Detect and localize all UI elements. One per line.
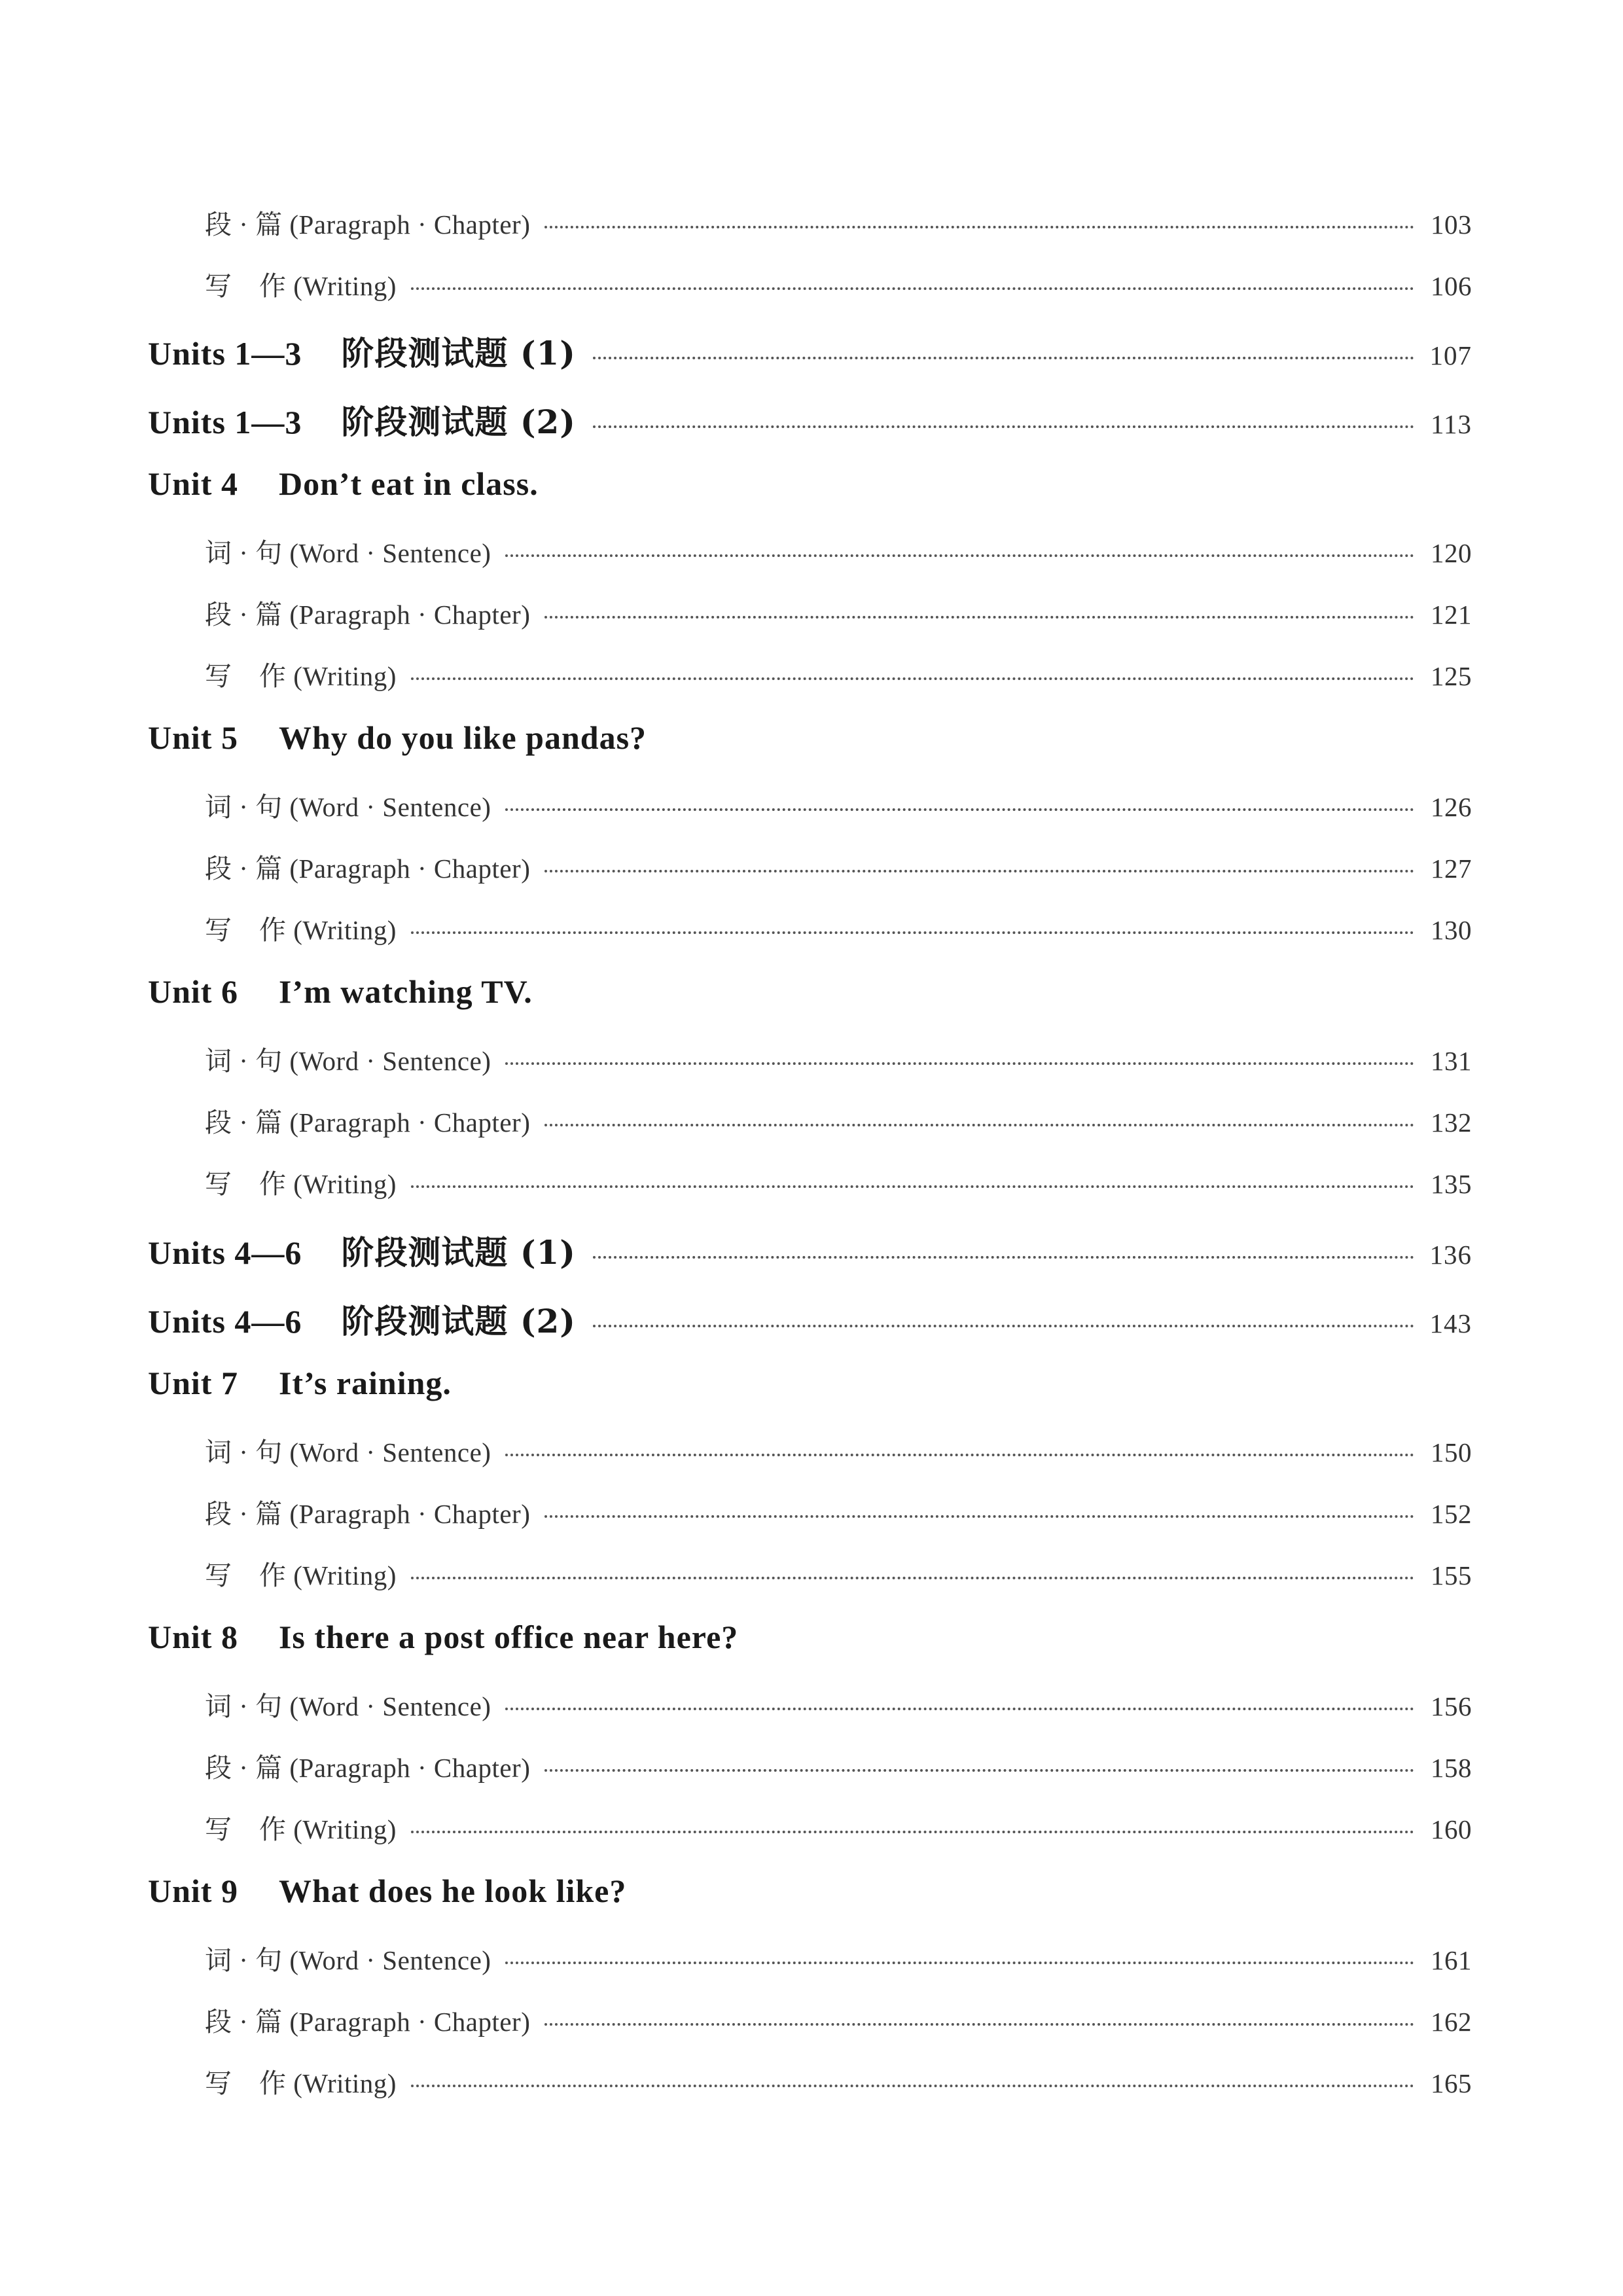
toc-entry-writing[interactable] — [205, 1554, 1472, 1592]
entry-label: 阶段测试题 (1) — [341, 1233, 576, 1272]
toc-entry-paragraph-chapter[interactable] — [205, 2000, 1472, 2039]
entry-label: 阶段测试题 (2) — [341, 1302, 576, 1340]
dot-leader — [505, 1454, 1414, 1456]
dot-leader — [411, 677, 1414, 680]
entry-label: 写 作 (Writing) — [205, 1814, 397, 1844]
page-number: 113 — [1431, 409, 1472, 439]
page-number: 120 — [1431, 538, 1472, 568]
page-number: 165 — [1431, 2068, 1472, 2098]
dot-leader — [593, 425, 1414, 428]
dot-leader — [505, 808, 1414, 811]
toc-entry-word-sentence[interactable] — [205, 1039, 1472, 1078]
dot-leader — [593, 357, 1414, 359]
toc-entry-paragraph-chapter[interactable] — [205, 203, 1472, 242]
toc-entry-stage-test[interactable] — [148, 396, 1472, 443]
entry-label: 段 · 篇 (Paragraph · Chapter) — [205, 1107, 531, 1138]
unit-title: What does he look like? — [278, 1873, 627, 1909]
unit-number: Unit 4 — [148, 465, 238, 502]
toc-entry-paragraph-chapter[interactable] — [205, 593, 1472, 632]
dot-leader — [411, 1831, 1414, 1833]
page-number: 130 — [1431, 915, 1472, 945]
entry-label: 写 作 (Writing) — [205, 1169, 397, 1199]
dot-leader — [544, 870, 1414, 872]
dot-leader — [593, 1325, 1414, 1327]
toc-entry-word-sentence[interactable] — [205, 1939, 1472, 1977]
entry-label: 写 作 (Writing) — [205, 915, 397, 945]
entry-label: 段 · 篇 (Paragraph · Chapter) — [205, 600, 531, 630]
unit-heading — [148, 719, 1472, 757]
toc-entry-paragraph-chapter[interactable] — [205, 1492, 1472, 1531]
page-number: 155 — [1431, 1560, 1472, 1590]
unit-title: It’s raining. — [278, 1365, 452, 1401]
dot-leader — [544, 226, 1414, 228]
toc-entry-writing[interactable] — [205, 655, 1472, 693]
toc-entry-writing[interactable] — [205, 2062, 1472, 2100]
unit-title: Don’t eat in class. — [278, 465, 539, 502]
toc-entry-paragraph-chapter[interactable] — [205, 1746, 1472, 1785]
unit-title: Is there a post office near here? — [278, 1619, 739, 1655]
page-number: 156 — [1431, 1691, 1472, 1721]
dot-leader — [505, 554, 1414, 557]
dot-leader — [593, 1256, 1414, 1259]
page-number: 158 — [1431, 1753, 1472, 1783]
entry-label: 阶段测试题 (1) — [341, 334, 576, 372]
page-number: 143 — [1429, 1308, 1472, 1338]
toc-entry-writing[interactable] — [205, 1162, 1472, 1201]
page-number: 126 — [1431, 792, 1472, 822]
page-number: 160 — [1431, 1814, 1472, 1844]
unit-number: Unit 5 — [148, 719, 238, 756]
toc-entry-stage-test[interactable] — [148, 1295, 1472, 1342]
toc-entry-word-sentence[interactable] — [205, 1685, 1472, 1723]
entry-label: 写 作 (Writing) — [205, 271, 397, 301]
page-number: 127 — [1431, 853, 1472, 884]
toc-entry-stage-test[interactable] — [148, 1227, 1472, 1274]
toc-entry-word-sentence[interactable] — [205, 531, 1472, 570]
unit-title: I’m watching TV. — [278, 973, 533, 1010]
unit-heading — [148, 1618, 1472, 1656]
page-number: 135 — [1431, 1169, 1472, 1199]
unit-title: Why do you like pandas? — [278, 719, 647, 756]
toc-entry-word-sentence[interactable] — [205, 785, 1472, 824]
entry-label: 写 作 (Writing) — [205, 661, 397, 691]
page-number: 136 — [1429, 1240, 1472, 1270]
entry-units: Units 1—3 — [148, 335, 302, 372]
unit-heading — [148, 1364, 1472, 1402]
entry-label: 段 · 篇 (Paragraph · Chapter) — [205, 2007, 531, 2037]
toc-entry-word-sentence[interactable] — [205, 1431, 1472, 1469]
entry-label: 词 · 句 (Word · Sentence) — [205, 1945, 491, 1975]
entry-units: Units 4—6 — [148, 1303, 302, 1340]
entry-label: 写 作 (Writing) — [205, 1560, 397, 1590]
dot-leader — [544, 1124, 1414, 1126]
page-number: 152 — [1431, 1499, 1472, 1529]
dot-leader — [411, 1185, 1414, 1188]
dot-leader — [411, 287, 1414, 290]
entry-label: 段 · 篇 (Paragraph · Chapter) — [205, 1499, 531, 1529]
page-number: 103 — [1431, 209, 1472, 240]
toc-entry-stage-test[interactable] — [148, 327, 1472, 374]
dot-leader — [544, 1515, 1414, 1518]
entry-label: 词 · 句 (Word · Sentence) — [205, 1046, 491, 1076]
entry-units: Units 1—3 — [148, 404, 302, 440]
unit-number: Unit 6 — [148, 973, 238, 1010]
toc-entry-paragraph-chapter[interactable] — [205, 1101, 1472, 1139]
dot-leader — [544, 2023, 1414, 2026]
unit-number: Unit 7 — [148, 1365, 238, 1401]
dot-leader — [411, 1577, 1414, 1579]
page-number: 106 — [1431, 271, 1472, 301]
dot-leader — [505, 1962, 1414, 1964]
entry-label: 段 · 篇 (Paragraph · Chapter) — [205, 1753, 531, 1783]
unit-heading — [148, 465, 1472, 503]
page-number: 162 — [1431, 2007, 1472, 2037]
page-number: 150 — [1431, 1437, 1472, 1467]
dot-leader — [411, 931, 1414, 934]
page-number: 131 — [1431, 1046, 1472, 1076]
dot-leader — [505, 1062, 1414, 1065]
toc-entry-writing[interactable] — [205, 1808, 1472, 1846]
dot-leader — [544, 1769, 1414, 1772]
entry-label: 段 · 篇 (Paragraph · Chapter) — [205, 853, 531, 884]
unit-number: Unit 9 — [148, 1873, 238, 1909]
dot-leader — [411, 2085, 1414, 2087]
entry-label: 阶段测试题 (2) — [341, 403, 576, 441]
entry-label: 写 作 (Writing) — [205, 2068, 397, 2098]
entry-label: 段 · 篇 (Paragraph · Chapter) — [205, 209, 531, 240]
unit-heading — [148, 1872, 1472, 1910]
entry-label: 词 · 句 (Word · Sentence) — [205, 1691, 491, 1721]
toc-entry-writing[interactable] — [205, 908, 1472, 947]
entry-label: 词 · 句 (Word · Sentence) — [205, 792, 491, 822]
dot-leader — [505, 1708, 1414, 1710]
entry-label: 词 · 句 (Word · Sentence) — [205, 538, 491, 568]
page-number: 121 — [1431, 600, 1472, 630]
page-number: 125 — [1431, 661, 1472, 691]
unit-number: Unit 8 — [148, 1619, 238, 1655]
entry-units: Units 4—6 — [148, 1234, 302, 1271]
dot-leader — [544, 616, 1414, 619]
page-number: 107 — [1429, 340, 1472, 370]
page-number: 161 — [1431, 1945, 1472, 1975]
unit-heading — [148, 973, 1472, 1011]
entry-label: 词 · 句 (Word · Sentence) — [205, 1437, 491, 1467]
toc-entry-paragraph-chapter[interactable] — [205, 847, 1472, 886]
page-number: 132 — [1431, 1107, 1472, 1138]
toc-entry-writing[interactable] — [205, 264, 1472, 303]
